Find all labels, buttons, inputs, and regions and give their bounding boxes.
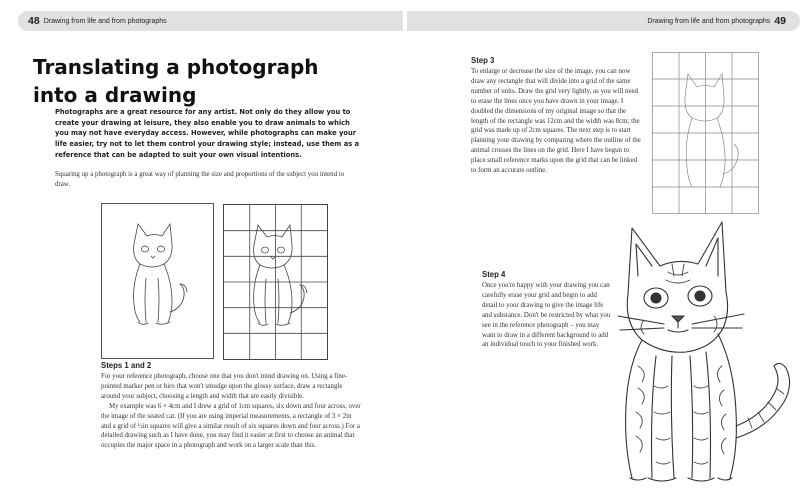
- page-title: Translating a photograph into a drawing: [33, 55, 319, 107]
- lead-paragraph: Squaring up a photograph is a great way of planning the size and proportions of the subject you intend to draw.: [55, 171, 345, 188]
- cat-gridded-sketch: [224, 205, 327, 359]
- left-page-number: 48: [28, 15, 40, 27]
- large-grid-with-reference-marks: [652, 52, 759, 214]
- steps-1-2-heading: Steps 1 and 2: [101, 361, 152, 370]
- steps-1-2-body: [101, 372, 363, 451]
- step-3-body: To enlarge or decrease the size of the image, you can now draw any rectangle that will divide into a grid of the same number of units. Draw the grid very lightly, as you will need to erase the lines once you have drawn in your image. I doubled the dimensions of my original image so that the length of the rectangle was 12cm and the width was 8cm; the grid was made up of 2cm squares. The next step is to start planning your drawing by comparing where the outline of the animal crosses the lines on the grid. Here I have begun to place small reference marks upon the grid that can be linked to form an accurate outline.: [471, 68, 641, 175]
- step-4-body: Once you're happy with your drawing you can carefully erase your grid and begin to add detail to your drawing to give the image life and substance. Don't be restricted by what you see in the reference photograph – you may want to draw in a different background to add an individual touch to your finished work.: [482, 282, 611, 349]
- steps-1-2-paragraph-2: My example was 6 × 4cm and I drew a grid of 1cm squares, six down and four across, over the image of the seated cat. (If you are using imperial measurements, a rectangle of 3 × 2in and a grid of ½in squares will give a similar result of six squares down and four across.) For a detailed drawing such as I have done, you may find it easier at first to choose an animal that occupies the major space in a photograph and work on a larger scale than this.: [101, 402, 361, 450]
- step-3-heading: Step 3: [471, 56, 495, 65]
- intro-paragraph: Photographs are a great resource for any artist. Not only do they allow you to create your drawing at leisure, they also enable you to draw animals to which you may not have everyday access. However, while photographs can make your life easier, try not to let them control your drawing style; instead, use them as a reference that can be adapted to suit your own visual intentions.: [55, 108, 360, 159]
- right-page-number: 49: [774, 15, 786, 27]
- right-page-header: [407, 11, 800, 31]
- left-page-header: [18, 11, 403, 31]
- gridded-sketch-figure: [223, 204, 328, 360]
- cat-outline-sketch: [102, 204, 213, 358]
- steps-1-2-paragraph-1: For your reference photograph, choose one that you don't mind drawing on. Using a fine-pointed marker pen or biro that won't smudge upon the glossy surface, draw a rectangle around your subject, choosing a length and width that are easily divisible.: [101, 373, 348, 400]
- finished-cat-drawing: [598, 216, 803, 488]
- step-4-heading: Step 4: [482, 270, 506, 279]
- left-running-title: Drawing from life and from photographs: [43, 17, 167, 25]
- large-grid-figure: [652, 52, 759, 214]
- detailed-kitten-illustration: [598, 216, 803, 488]
- outline-sketch-figure: [101, 203, 214, 359]
- right-running-title: Drawing from life and from photographs: [647, 17, 771, 25]
